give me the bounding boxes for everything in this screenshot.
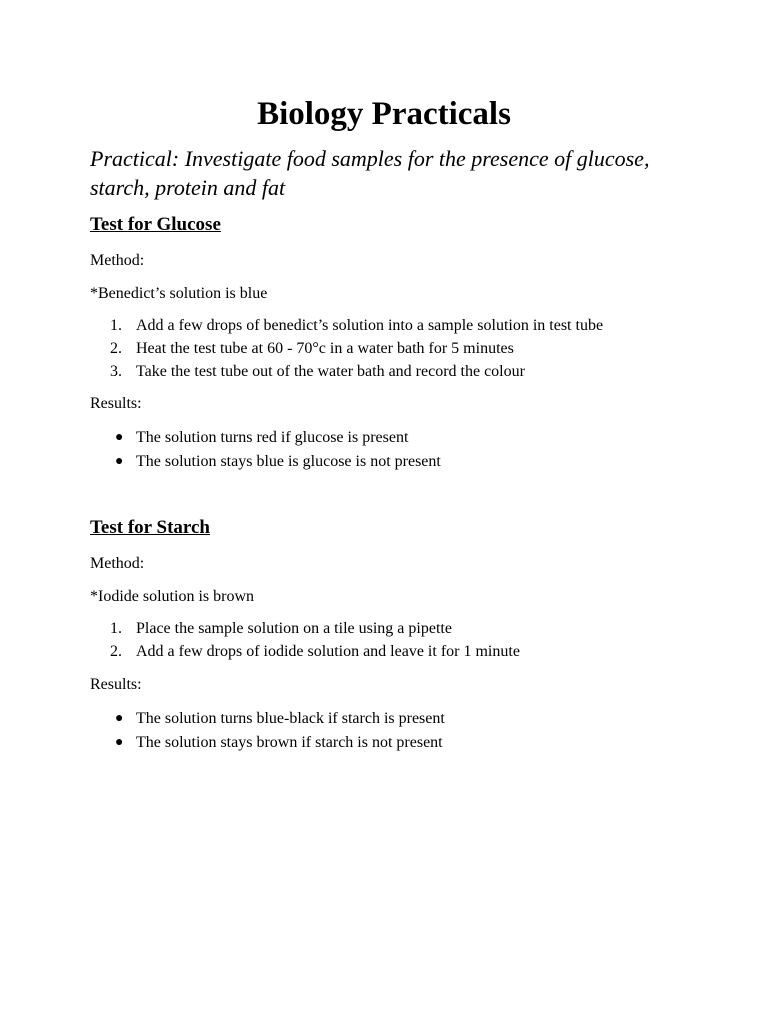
result-item <box>90 731 445 755</box>
result-text: The solution stays blue is glucose is not present <box>136 453 441 470</box>
result-item <box>90 426 441 450</box>
results-label-starch: Results: <box>90 676 142 693</box>
result-text: The solution turns blue-black if starch is present <box>136 710 445 727</box>
step-number: 1. <box>110 620 122 637</box>
step-number: 1. <box>110 317 122 334</box>
results-list-glucose <box>90 426 441 474</box>
step-item <box>90 640 520 663</box>
step-number: 2. <box>110 643 122 660</box>
step-item <box>90 314 603 337</box>
step-text: Add a few drops of iodide solution and leave it for 1 minute <box>136 643 520 660</box>
result-item <box>90 707 445 731</box>
section-heading-starch: Test for Starch <box>90 517 210 538</box>
page-title: Biology Practicals <box>257 96 511 132</box>
method-label-starch: Method: <box>90 555 145 572</box>
step-text: Take the test tube out of the water bath and record the colour <box>136 363 525 380</box>
results-list-starch <box>90 707 445 755</box>
practical-subtitle: Practical: Investigate food samples for the presence of glucose, starch, protein and fat <box>90 146 650 200</box>
result-text: The solution turns red if glucose is present <box>136 429 409 446</box>
step-text: Place the sample solution on a tile using a pipette <box>136 620 452 637</box>
step-number: 3. <box>110 363 122 380</box>
step-item <box>90 337 603 360</box>
note-glucose: *Benedict’s solution is blue <box>90 285 268 302</box>
step-item <box>90 617 520 640</box>
section-heading-glucose: Test for Glucose <box>90 214 221 235</box>
step-text: Heat the test tube at 60 - 70°c in a water bath for 5 minutes <box>136 340 514 357</box>
bullet-icon: ● <box>115 735 124 750</box>
step-item <box>90 360 603 383</box>
note-starch: *Iodide solution is brown <box>90 588 254 605</box>
step-text: Add a few drops of benedict’s solution into a sample solution in test tube <box>136 317 604 334</box>
result-item <box>90 450 441 474</box>
method-steps-glucose <box>90 314 603 383</box>
results-label-glucose: Results: <box>90 395 142 412</box>
method-label-glucose: Method: <box>90 252 145 269</box>
bullet-icon: ● <box>115 711 124 726</box>
method-steps-starch <box>90 617 520 663</box>
bullet-icon: ● <box>115 430 124 445</box>
step-number: 2. <box>110 340 122 357</box>
result-text: The solution stays brown if starch is not present <box>136 734 443 751</box>
bullet-icon: ● <box>115 454 124 469</box>
